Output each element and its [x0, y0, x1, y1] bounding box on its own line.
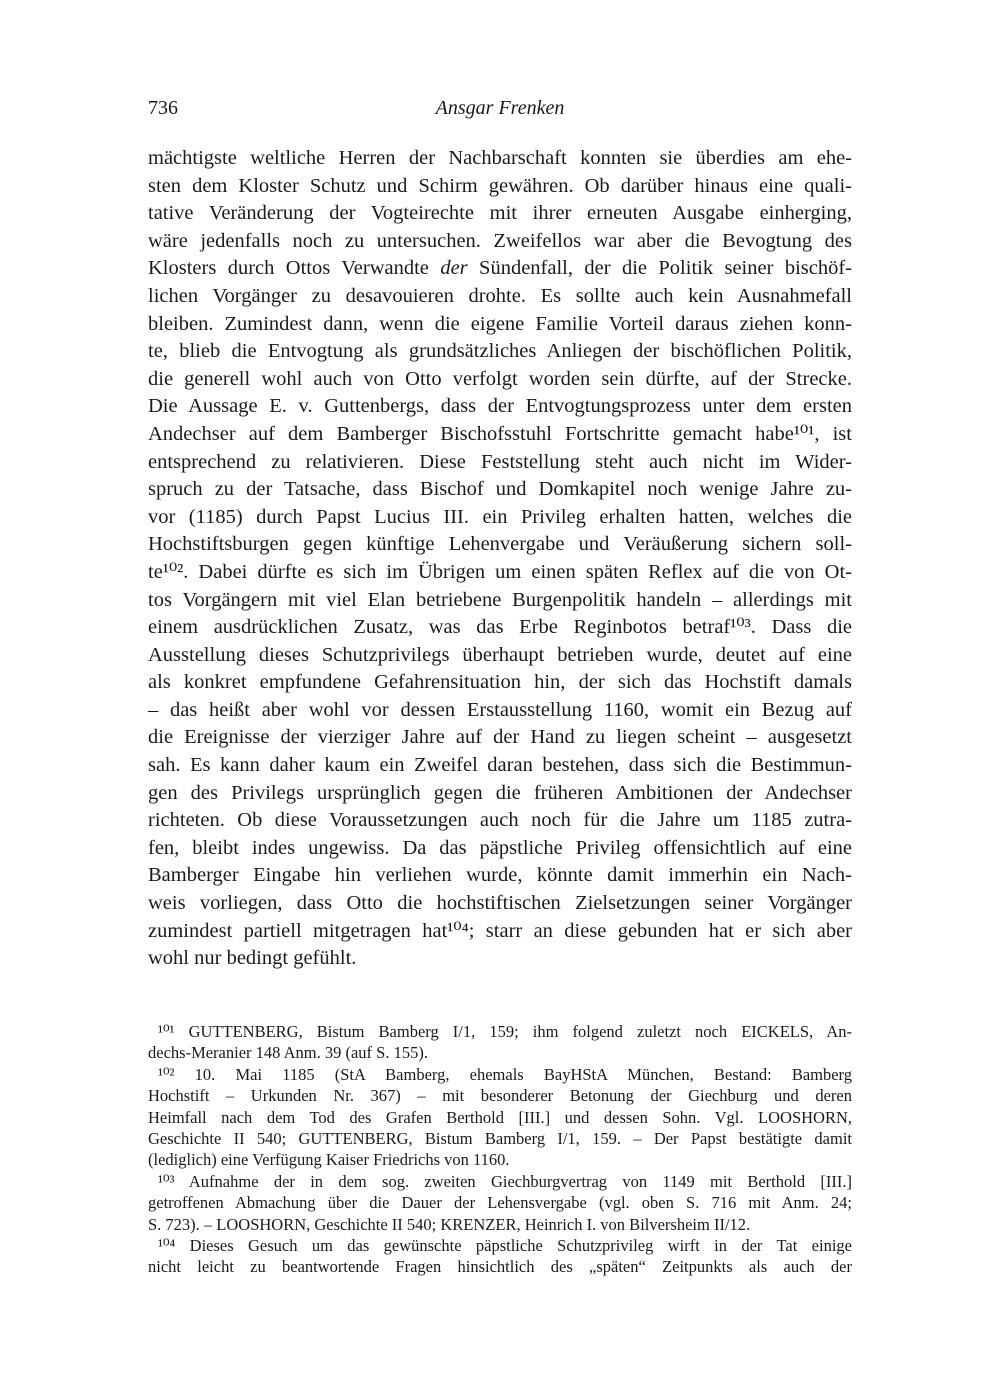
body-line: gen des Privilegs ursprünglich gegen die früheren Ambitionen der Andechser [148, 781, 852, 804]
body-line: lichen Vorgänger zu desavouieren drohte. Es sollte auch kein Ausnahmefall [148, 284, 852, 307]
footnote-line: Hochstift – Urkunden Nr. 367) – mit besonderer Betonung der Giechburg und deren [148, 1086, 852, 1106]
body-line: einem ausdrücklichen Zusatz, was das Erbe Reginbotos betraf¹⁰³. Dass die [148, 616, 852, 639]
body-line: Andechser auf dem Bamberger Bischofsstuhl Fortschritte gemacht habe¹⁰¹, ist [148, 422, 852, 445]
body-line: weis vorliegen, dass Otto die hochstiftischen Zielsetzungen seiner Vorgänger [148, 892, 852, 915]
body-line: die generell wohl auch von Otto verfolgt worden sein dürfte, auf der Strecke. [148, 367, 852, 390]
footnote-line: ¹⁰² 10. Mai 1185 (StA Bamberg, ehemals BayHStA München, Bestand: Bamberg [158, 1064, 852, 1084]
body-line: – das heißt aber wohl vor dessen Erstausstellung 1160, womit ein Bezug auf [148, 698, 852, 721]
body-line: fen, bleibt indes ungewiss. Da das päpstliche Privileg offensichtlich auf eine [148, 836, 852, 859]
footnote-line: ¹⁰³ Aufnahme der in dem sog. zweiten Giechburgvertrag von 1149 mit Berthold [III.] [158, 1171, 852, 1191]
footnote-line: Heimfall nach dem Tod des Grafen Berthold [III.] und dessen Sohn. Vgl. LOOSHORN, [148, 1107, 852, 1127]
body-line: Die Aussage E. v. Guttenbergs, dass der Entvogtungsprozess unter dem ersten [148, 395, 852, 418]
body-line: wohl nur bedingt gefühlt. [148, 947, 357, 970]
running-head: Ansgar Frenken [435, 97, 565, 119]
body-line: tative Veränderung der Vogteirechte mit ihrer erneuten Ausgabe einherging, [148, 202, 852, 225]
body-line: richteten. Ob diese Voraussetzungen auch noch für die Jahre um 1185 zutra- [148, 809, 852, 832]
body-line: mächtigste weltliche Herren der Nachbarschaft konnten sie überdies am ehe- [148, 147, 852, 169]
body-line: sah. Es kann daher kaum ein Zweifel daran bestehen, dass sich die Bestimmun- [148, 754, 852, 777]
body-line: te¹⁰². Dabei dürfte es sich im Übrigen um einen späten Reflex auf die von Ot- [148, 560, 852, 583]
footnote-line: ¹⁰¹ GUTTENBERG, Bistum Bamberg I/1, 159; ihm folgend zuletzt noch EICKELS, An- [158, 1022, 852, 1041]
page-header [148, 97, 852, 125]
body-line: Hochstiftsburgen gegen künftige Lehenvergabe und Veräußerung sichern soll- [148, 533, 852, 556]
body-line: Bamberger Eingabe hin verliehen wurde, könnte damit immerhin ein Nach- [148, 864, 852, 887]
body-text [148, 145, 852, 973]
body-line: sten dem Kloster Schutz und Schirm gewähren. Ob darüber hinaus eine quali- [148, 174, 852, 197]
body-line: die Ereignisse der vierziger Jahre auf der Hand zu liegen scheint – ausgesetzt [148, 726, 852, 749]
page-number: 736 [148, 97, 178, 119]
body-line: te, blieb die Entvogtung als grundsätzliches Anliegen der bischöflichen Politik, [148, 340, 852, 363]
footnotes [148, 1021, 852, 1278]
body-line: wäre jedenfalls noch zu untersuchen. Zweifellos war aber die Bevogtung des [148, 229, 852, 252]
body-line: Klosters durch Ottos Verwandte der Sündenfall, der die Politik seiner bischöf- [148, 257, 852, 280]
footnote-line: dechs-Meranier 148 Anm. 39 (auf S. 155). [148, 1043, 428, 1063]
body-line: entsprechend zu relativieren. Diese Feststellung steht auch nicht im Wider- [148, 450, 852, 473]
body-line: bleiben. Zumindest dann, wenn die eigene Familie Vorteil daraus ziehen konn- [148, 312, 852, 335]
body-line: spruch zu der Tatsache, dass Bischof und Domkapitel noch wenige Jahre zu- [148, 478, 852, 501]
footnote-line: getroffenen Abmachung über die Dauer der Lehensvergabe (vgl. oben S. 716 mit Anm. 24; [148, 1193, 852, 1213]
footnote-line: Geschichte II 540; GUTTENBERG, Bistum Bamberg I/1, 159. – Der Papst bestätigte damit [148, 1128, 852, 1148]
footnote-line: (lediglich) eine Verfügung Kaiser Friedrichs von 1160. [148, 1150, 510, 1170]
body-line: zumindest partiell mitgetragen hat¹⁰⁴; starr an diese gebunden hat er sich aber [148, 919, 852, 942]
footnote-line: S. 723). – LOOSHORN, Geschichte II 540; KRENZER, Heinrich I. von Bilversheim II/12. [148, 1214, 751, 1234]
body-line: als konkret empfundene Gefahrensituation hin, der sich das Hochstift damals [148, 671, 852, 694]
body-line: tos Vorgängern mit viel Elan betriebene Burgenpolitik handeln – allerdings mit [148, 588, 852, 611]
body-line: Ausstellung dieses Schutzprivilegs überhaupt betrieben wurde, deutet auf eine [148, 643, 852, 666]
body-line: vor (1185) durch Papst Lucius III. ein Privileg erhalten hatten, welches die [148, 505, 852, 528]
footnote-line: ¹⁰⁴ Dieses Gesuch um das gewünschte päpstliche Schutzprivileg wirft in der Tat einige [158, 1235, 852, 1255]
footnote-line: nicht leicht zu beantwortende Fragen hinsichtlich des „späten“ Zeitpunkts als auch der [148, 1257, 852, 1277]
